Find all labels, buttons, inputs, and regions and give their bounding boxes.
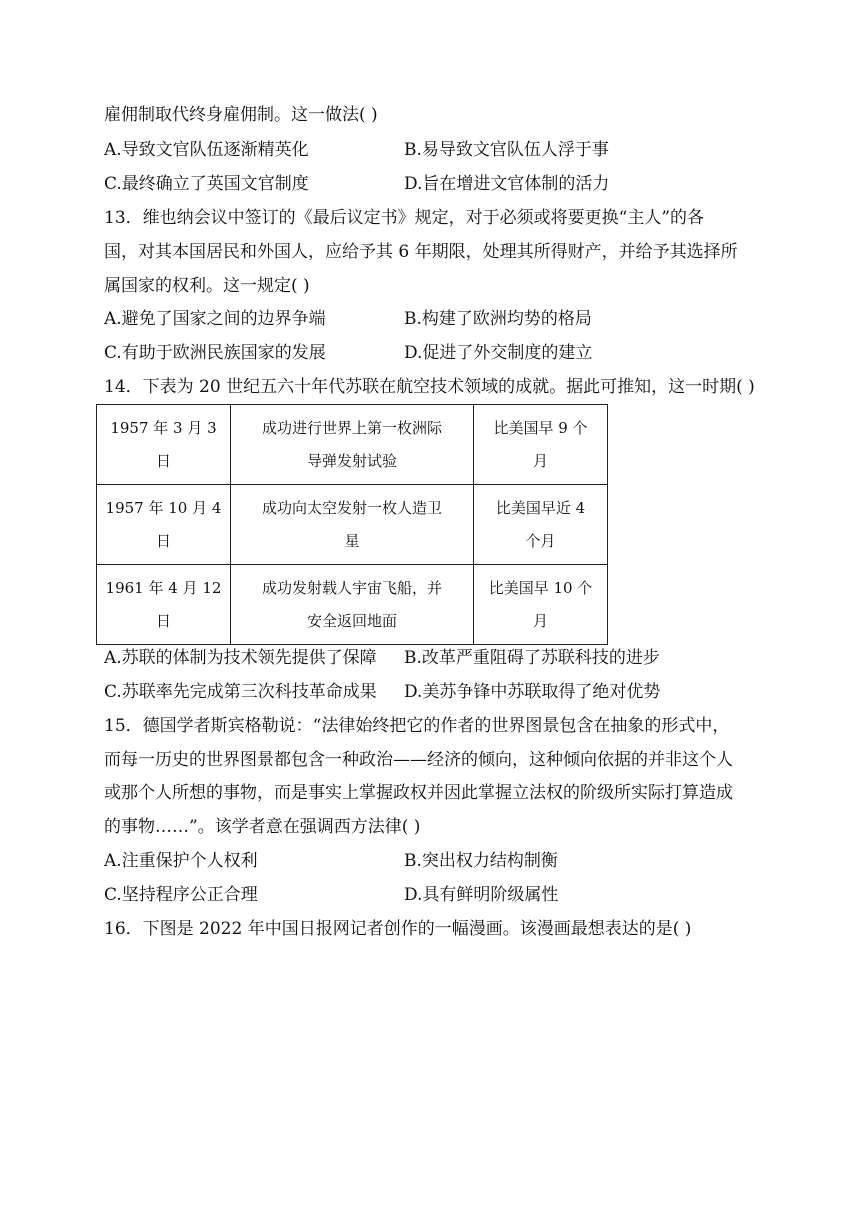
q15-stem-line-1: 15．德国学者斯宾格勒说：“法律始终把它的作者的世界图景包含在抽象的形式中， (104, 716, 730, 736)
cell-line: 导弹发射试验 (306, 451, 397, 470)
table-row (97, 485, 608, 565)
q15-stem-line-3: 或那个人所想的事物，而是事实上掌握政权并因此掌握立法权的阶级所实际打算造成 (104, 783, 733, 803)
q14-stem: 14．下表为 20 世纪五六十年代苏联在航空技术领域的成就。据此可推知，这一时期( ) (104, 377, 755, 397)
cell-line: 1961 年 4 月 12 (105, 578, 222, 597)
q13-stem-line-3: 属国家的权利。这一规定( ) (104, 276, 310, 296)
soviet-achievements-table (96, 404, 608, 645)
q15-stem-line-4: 的事物……”。该学者意在强调西方法律( ) (104, 817, 421, 837)
cell-line: 月 (532, 611, 548, 630)
cell-line: 成功进行世界上第一枚洲际 (261, 418, 442, 437)
table-cell-event (231, 485, 474, 565)
table-row (97, 565, 608, 645)
cell-line: 日 (155, 611, 171, 630)
cell-line: 比美国早 9 个 (493, 418, 588, 437)
table-cell-compare (474, 405, 608, 485)
table-cell-compare (474, 565, 608, 645)
table-cell-date (97, 405, 231, 485)
q13-stem-line-2: 国，对其本国居民和外国人，应给予其 6 年期限，处理其所得财产，并给予其选择所 (104, 242, 738, 262)
q13-option-d: D.促进了外交制度的建立 (404, 343, 593, 363)
q12-stem-tail: 雇佣制取代终身雇佣制。这一做法( ) (104, 105, 378, 125)
table-cell-date (97, 565, 231, 645)
cell-line: 比美国早 10 个 (488, 578, 593, 597)
q13-stem-line-1: 13．维也纳会议中签订的《最后议定书》规定，对于必须或将要更换“主人”的各 (104, 208, 705, 228)
cell-line: 1957 年 10 月 4 (105, 498, 222, 517)
q12-option-c: C.最终确立了英国文官制度 (104, 174, 309, 194)
cell-line: 日 (155, 531, 171, 550)
q12-option-b: B.易导致文官队伍人浮于事 (404, 140, 609, 160)
q15-option-a: A.注重保护个人权利 (104, 851, 258, 871)
cell-line: 安全返回地面 (306, 611, 397, 630)
q14-option-d: D.美苏争锋中苏联取得了绝对优势 (404, 682, 661, 702)
table-row (97, 405, 608, 485)
q14-option-b: B.改革严重阻碍了苏联科技的进步 (404, 648, 660, 668)
q13-option-b: B.构建了欧洲均势的格局 (404, 309, 592, 329)
table-cell-compare (474, 485, 608, 565)
cell-line: 比美国早近 4 (495, 498, 586, 517)
q15-option-d: D.具有鲜明阶级属性 (404, 885, 559, 905)
cell-line: 月 (532, 451, 548, 470)
cell-line: 个月 (525, 531, 556, 550)
q16-stem: 16．下图是 2022 年中国日报网记者创作的一幅漫画。该漫画最想表达的是( ) (104, 919, 692, 939)
cell-line: 成功向太空发射一枚人造卫 (261, 498, 442, 517)
q14-option-a: A.苏联的体制为技术领先提供了保障 (104, 648, 377, 668)
table-cell-date (97, 485, 231, 565)
q13-option-c: C.有助于欧洲民族国家的发展 (104, 343, 326, 363)
cell-line: 日 (155, 451, 171, 470)
q14-option-c: C.苏联率先完成第三次科技革命成果 (104, 682, 377, 702)
cell-line: 1957 年 3 月 3 (110, 418, 217, 437)
q13-option-a: A.避免了国家之间的边界争端 (104, 309, 326, 329)
table-cell-event (231, 565, 474, 645)
q15-option-c: C.坚持程序公正合理 (104, 885, 258, 905)
q12-option-d: D.旨在增进文官体制的活力 (404, 174, 610, 194)
q15-option-b: B.突出权力结构制衡 (404, 851, 558, 871)
q12-option-a: A.导致文官队伍逐渐精英化 (104, 140, 309, 160)
q15-stem-line-2: 而每一历史的世界图景都包含一种政治——经济的倾向，这种倾向依据的并非这个人 (104, 750, 733, 770)
cell-line: 成功发射载人宇宙飞船，并 (261, 578, 442, 597)
table-cell-event (231, 405, 474, 485)
cell-line: 星 (344, 531, 360, 550)
